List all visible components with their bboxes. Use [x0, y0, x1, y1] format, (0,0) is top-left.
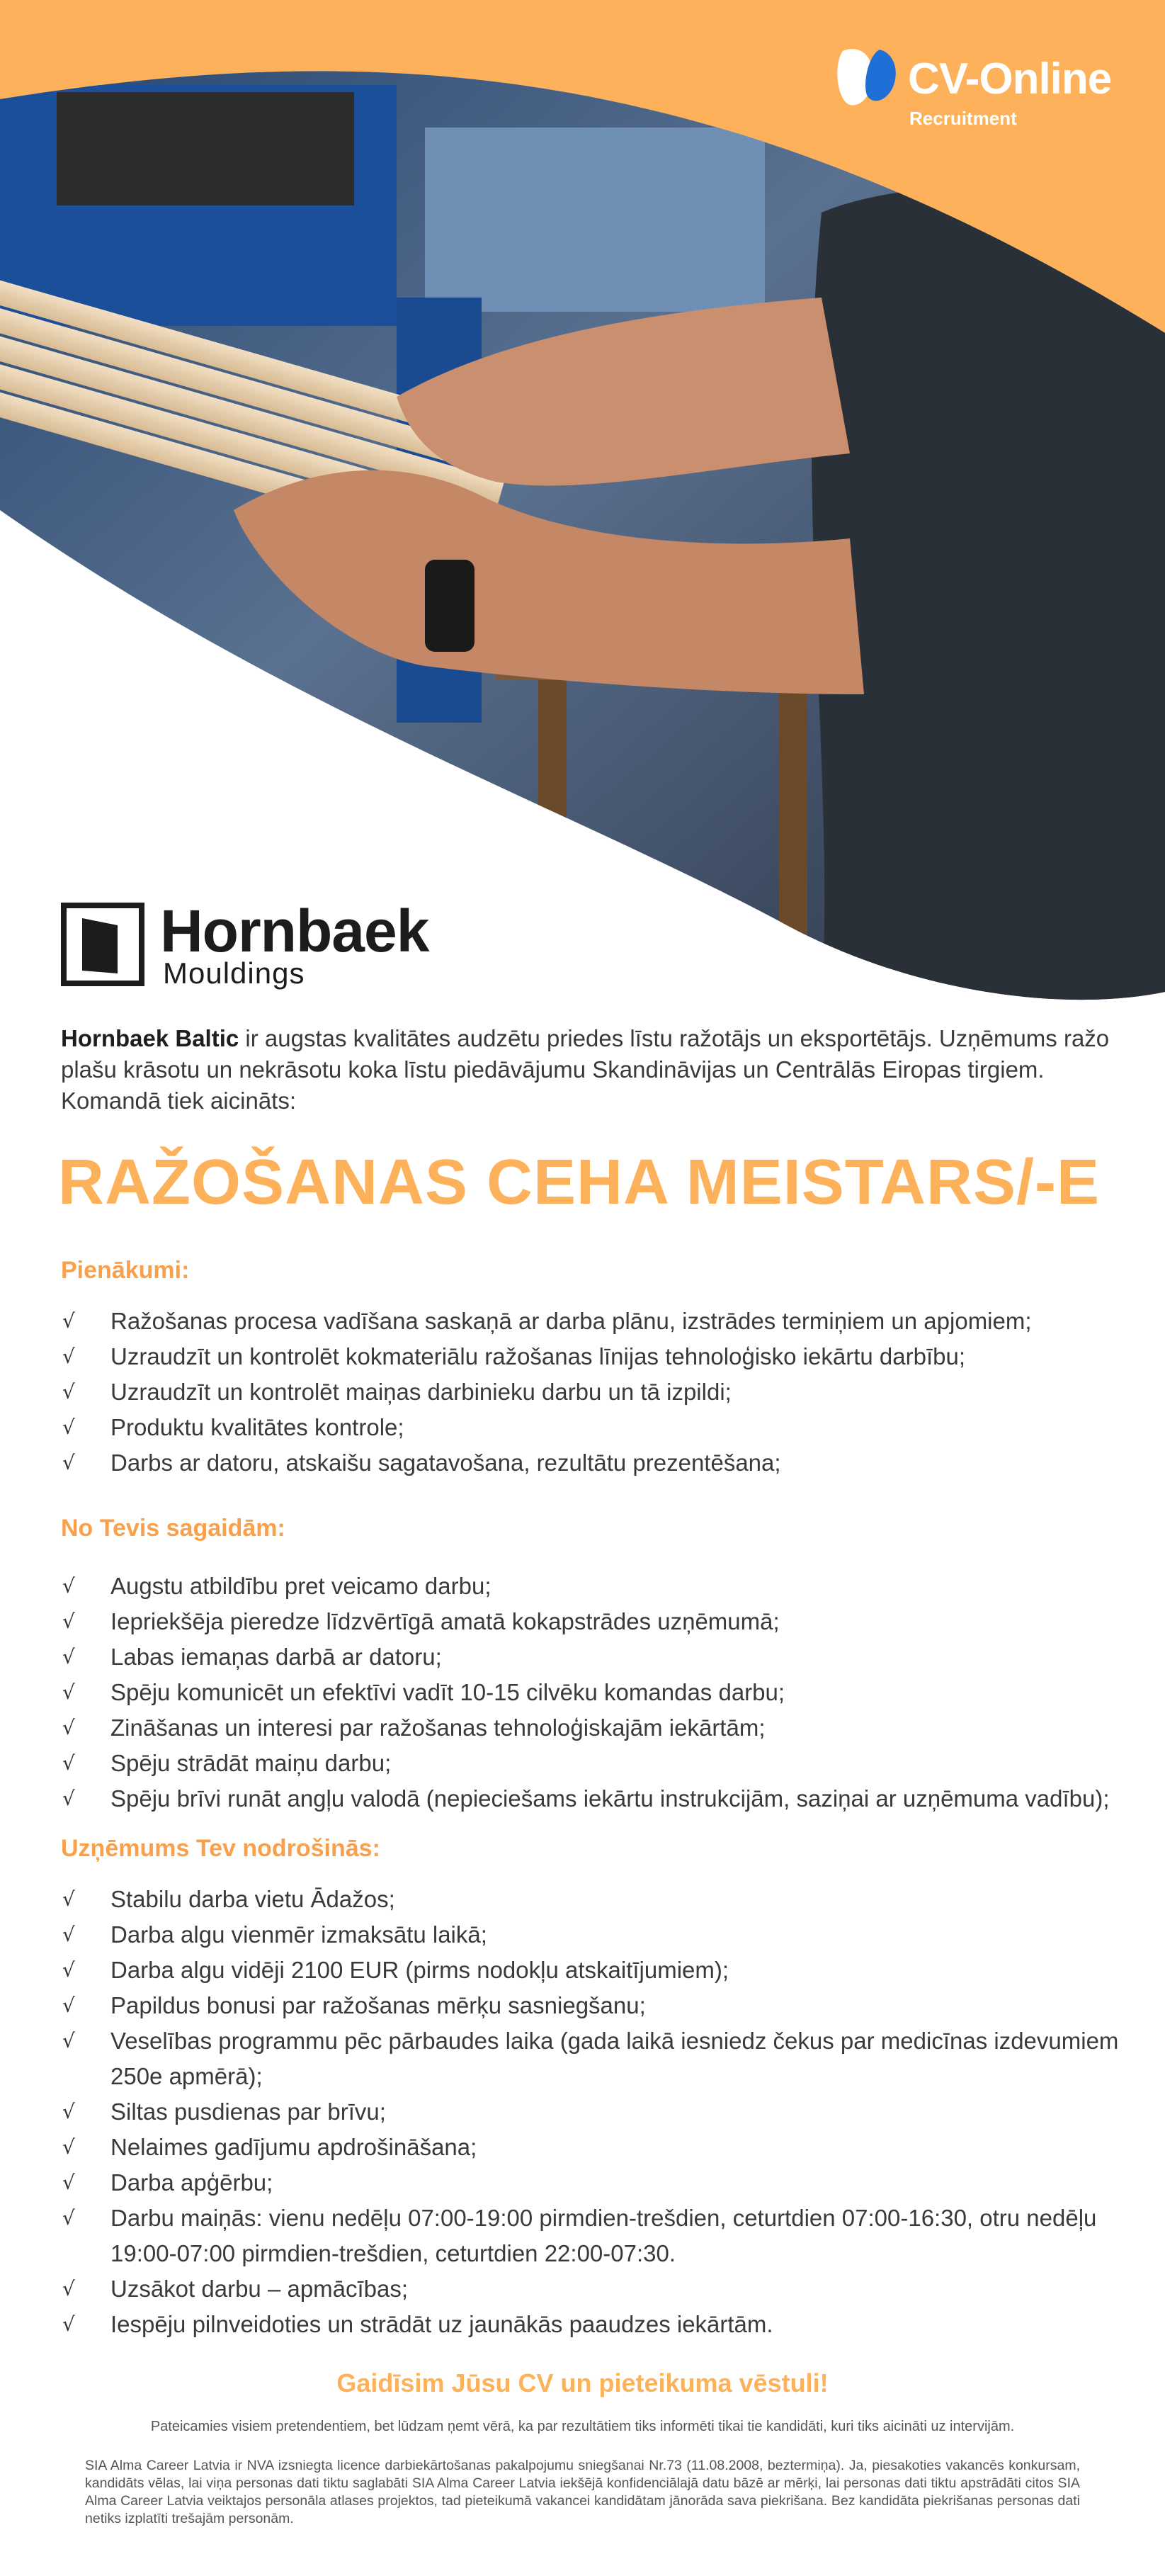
list-item-text: Spēju komunicēt un efektīvi vadīt 10-15 cilvēku komandas darbu;	[110, 1679, 785, 1705]
brand-name: CV-Online	[908, 55, 1112, 103]
list-item-text: Veselības programmu pēc pārbaudes laika (gada laikā iesniedz čekus par medicīnas izdevumiem 250e apmērā);	[110, 2028, 1119, 2089]
check-mark-icon: √	[62, 2171, 75, 2194]
check-mark-icon: √	[62, 2312, 75, 2336]
list-item-text: Zināšanas un interesi par ražošanas tehnoloģiskajām iekārtām;	[110, 1714, 766, 1741]
list-item-text: Ražošanas procesa vadīšana saskaņā ar darba plānu, izstrādes termiņiem un apjomiem;	[110, 1308, 1032, 1334]
list-item-text: Labas iemaņas darbā ar datoru;	[110, 1644, 442, 1670]
check-mark-icon: √	[62, 1345, 75, 1368]
section-heading-benefits: Uzņēmums Tev nodrošinās:	[61, 1835, 380, 1862]
check-mark-icon: √	[62, 1887, 75, 1911]
check-mark-icon: √	[62, 2029, 75, 2052]
list-item-text: Darba algu vidēji 2100 EUR (pirms nodokļu atskaitījumiem);	[110, 1957, 729, 1983]
check-mark-icon: √	[62, 1380, 75, 1403]
list-item-text: Uzsākot darbu – apmācības;	[110, 2276, 409, 2302]
section-heading-requirements: No Tevis sagaidām:	[61, 1515, 285, 1542]
list-item	[61, 1781, 1144, 1817]
intro-text: ir augstas kvalitātes audzētu priedes līstu ražotājs un eksportētājs. Uzņēmums ražo plašu krāsotu un nekrāsotu koka līstu piedāvājumu Skandināvijas un Centrālās Eiropas tirgiem. Komandā tiek aicināts:	[61, 1025, 1110, 1114]
list-item	[61, 1882, 1144, 1917]
list-item-text: Nelaimes gadījumu apdrošināšana;	[110, 2134, 477, 2160]
list-item-text: Spēju strādāt maiņu darbu;	[110, 1750, 392, 1776]
list-item-text: Siltas pusdienas par brīvu;	[110, 2098, 386, 2125]
list-item-text: Uzraudzīt un kontrolēt maiņas darbinieku darbu un tā izpildi;	[110, 1379, 732, 1405]
list-item-text: Darba algu vienmēr izmaksātu laikā;	[110, 1921, 487, 1948]
check-mark-icon: √	[62, 1610, 75, 1633]
check-mark-icon: √	[62, 1994, 75, 2017]
list-item	[61, 1953, 1144, 1988]
list-item	[61, 1410, 1144, 1445]
fine-print-license: SIA Alma Career Latvia ir NVA izsniegta licence darbiekārtošanas pakalpojumu sniegšanai Nr.73 (11.08.2008, beztermiņa). Ja, piesakoties vakancēs konkursam, kandidāts vēlas, lai viņa personas dati tiktu saglabāti SIA Alma Career Latvia iekšējā konfidenciālajā datu bāzē ar mērķi, lai personas dati tiktu apstrādāti citos SIA Alma Career Latvia veiktajos personāla atlases projektos, tad pieteikumā vakancei kandidātam jānorāda sava piekrišana. Bez kandidāta piekrišanas personas dati netiks izplatīti trešajām personām.	[85, 2458, 1080, 2526]
list-item-text: Produktu kvalitātes kontrole;	[110, 1414, 404, 1440]
check-mark-icon: √	[62, 1451, 75, 1474]
list-item-text: Papildus bonusi par ražošanas mērķu sasniegšanu;	[110, 1992, 646, 2018]
hornbaek-logo	[61, 898, 486, 990]
check-mark-icon: √	[62, 1680, 75, 1704]
list-item-text: Uzraudzīt un kontrolēt kokmateriālu ražošanas līnijas tehnoloģisko iekārtu darbību;	[110, 1343, 965, 1369]
check-mark-icon: √	[62, 1309, 75, 1333]
check-mark-icon: √	[62, 1787, 75, 1810]
check-mark-icon: √	[62, 2206, 75, 2230]
list-item	[61, 1445, 1144, 1481]
hornbaek-name: Hornbaek	[160, 898, 429, 964]
check-mark-icon: √	[62, 1574, 75, 1598]
list-item	[61, 2271, 1144, 2307]
call-to-action: Gaidīsim Jūsu CV un pieteikuma vēstuli!	[336, 2368, 829, 2397]
list-item	[61, 1374, 1144, 1410]
brand-tagline: Recruitment	[909, 108, 1017, 129]
check-mark-icon: √	[62, 1645, 75, 1668]
list-item	[61, 2307, 1144, 2342]
list-item	[61, 2165, 1144, 2201]
check-mark-icon: √	[62, 2100, 75, 2123]
check-mark-icon: √	[62, 2135, 75, 2159]
header-banner	[0, 0, 1165, 1006]
list-item-text: Darbs ar datoru, atskaišu sagatavošana, rezultātu prezentēšana;	[110, 1450, 781, 1476]
hornbaek-door-logo-icon	[61, 903, 144, 986]
header-artwork	[0, 0, 1165, 1006]
check-mark-icon: √	[62, 1416, 75, 1439]
list-item	[61, 2094, 1144, 2130]
list-item	[61, 2201, 1144, 2271]
check-mark-icon: √	[62, 1716, 75, 1739]
check-mark-icon: √	[62, 1923, 75, 1946]
duties-list	[61, 1304, 1144, 1481]
cv-online-logo[interactable]	[834, 41, 1132, 140]
list-item-text: Iespēju pilnveidoties un strādāt uz jaunākās paaudzes iekārtām.	[110, 2311, 773, 2337]
cv-online-logo-icon	[834, 44, 902, 112]
list-item	[61, 1675, 1144, 1710]
list-item-text: Augstu atbildību pret veicamo darbu;	[110, 1573, 491, 1599]
check-mark-icon: √	[62, 2277, 75, 2300]
list-item	[61, 2023, 1144, 2094]
intro-company: Hornbaek Baltic	[61, 1025, 239, 1051]
list-item-text: Stabilu darba vietu Ādažos;	[110, 1886, 395, 1912]
benefits-list	[61, 1882, 1144, 2342]
list-item	[61, 1604, 1144, 1639]
list-item	[61, 1917, 1144, 1953]
list-item	[61, 1569, 1144, 1604]
list-item	[61, 1988, 1144, 2023]
intro-paragraph	[61, 1023, 1123, 1117]
list-item-text: Darbu maiņās: vienu nedēļu 07:00-19:00 pirmdien-trešdien, ceturtdien 07:00-16:30, otru nedēļu 19:00-07:00 pirmdien-trešdien, ceturtdien 22:00-07:30.	[110, 2205, 1097, 2266]
requirements-list	[61, 1569, 1144, 1817]
list-item	[61, 1639, 1144, 1675]
section-heading-duties: Pienākumi:	[61, 1257, 190, 1284]
job-title: RAŽOŠANAS CEHA MEISTARS/-E	[58, 1147, 1101, 1218]
check-mark-icon: √	[62, 1751, 75, 1775]
list-item	[61, 2130, 1144, 2165]
check-mark-icon: √	[62, 1958, 75, 1982]
list-item-text: Darba apģērbu;	[110, 2169, 273, 2196]
list-item-text: Spēju brīvi runāt angļu valodā (nepieciešams iekārtu instrukcijām, saziņai ar uzņēmuma vadību);	[110, 1785, 1110, 1812]
list-item	[61, 1746, 1144, 1781]
list-item-text: Iepriekšēja pieredze līdzvērtīgā amatā kokapstrādes uzņēmumā;	[110, 1608, 780, 1634]
list-item	[61, 1339, 1144, 1374]
hornbaek-sub: Mouldings	[163, 956, 305, 990]
list-item	[61, 1710, 1144, 1746]
list-item	[61, 1304, 1144, 1339]
fine-print-notice: Pateicamies visiem pretendentiem, bet lūdzam ņemt vērā, ka par rezultātiem tiks informēti tikai tie kandidāti, kuri tiks aicināti uz intervijām.	[150, 2419, 1015, 2434]
